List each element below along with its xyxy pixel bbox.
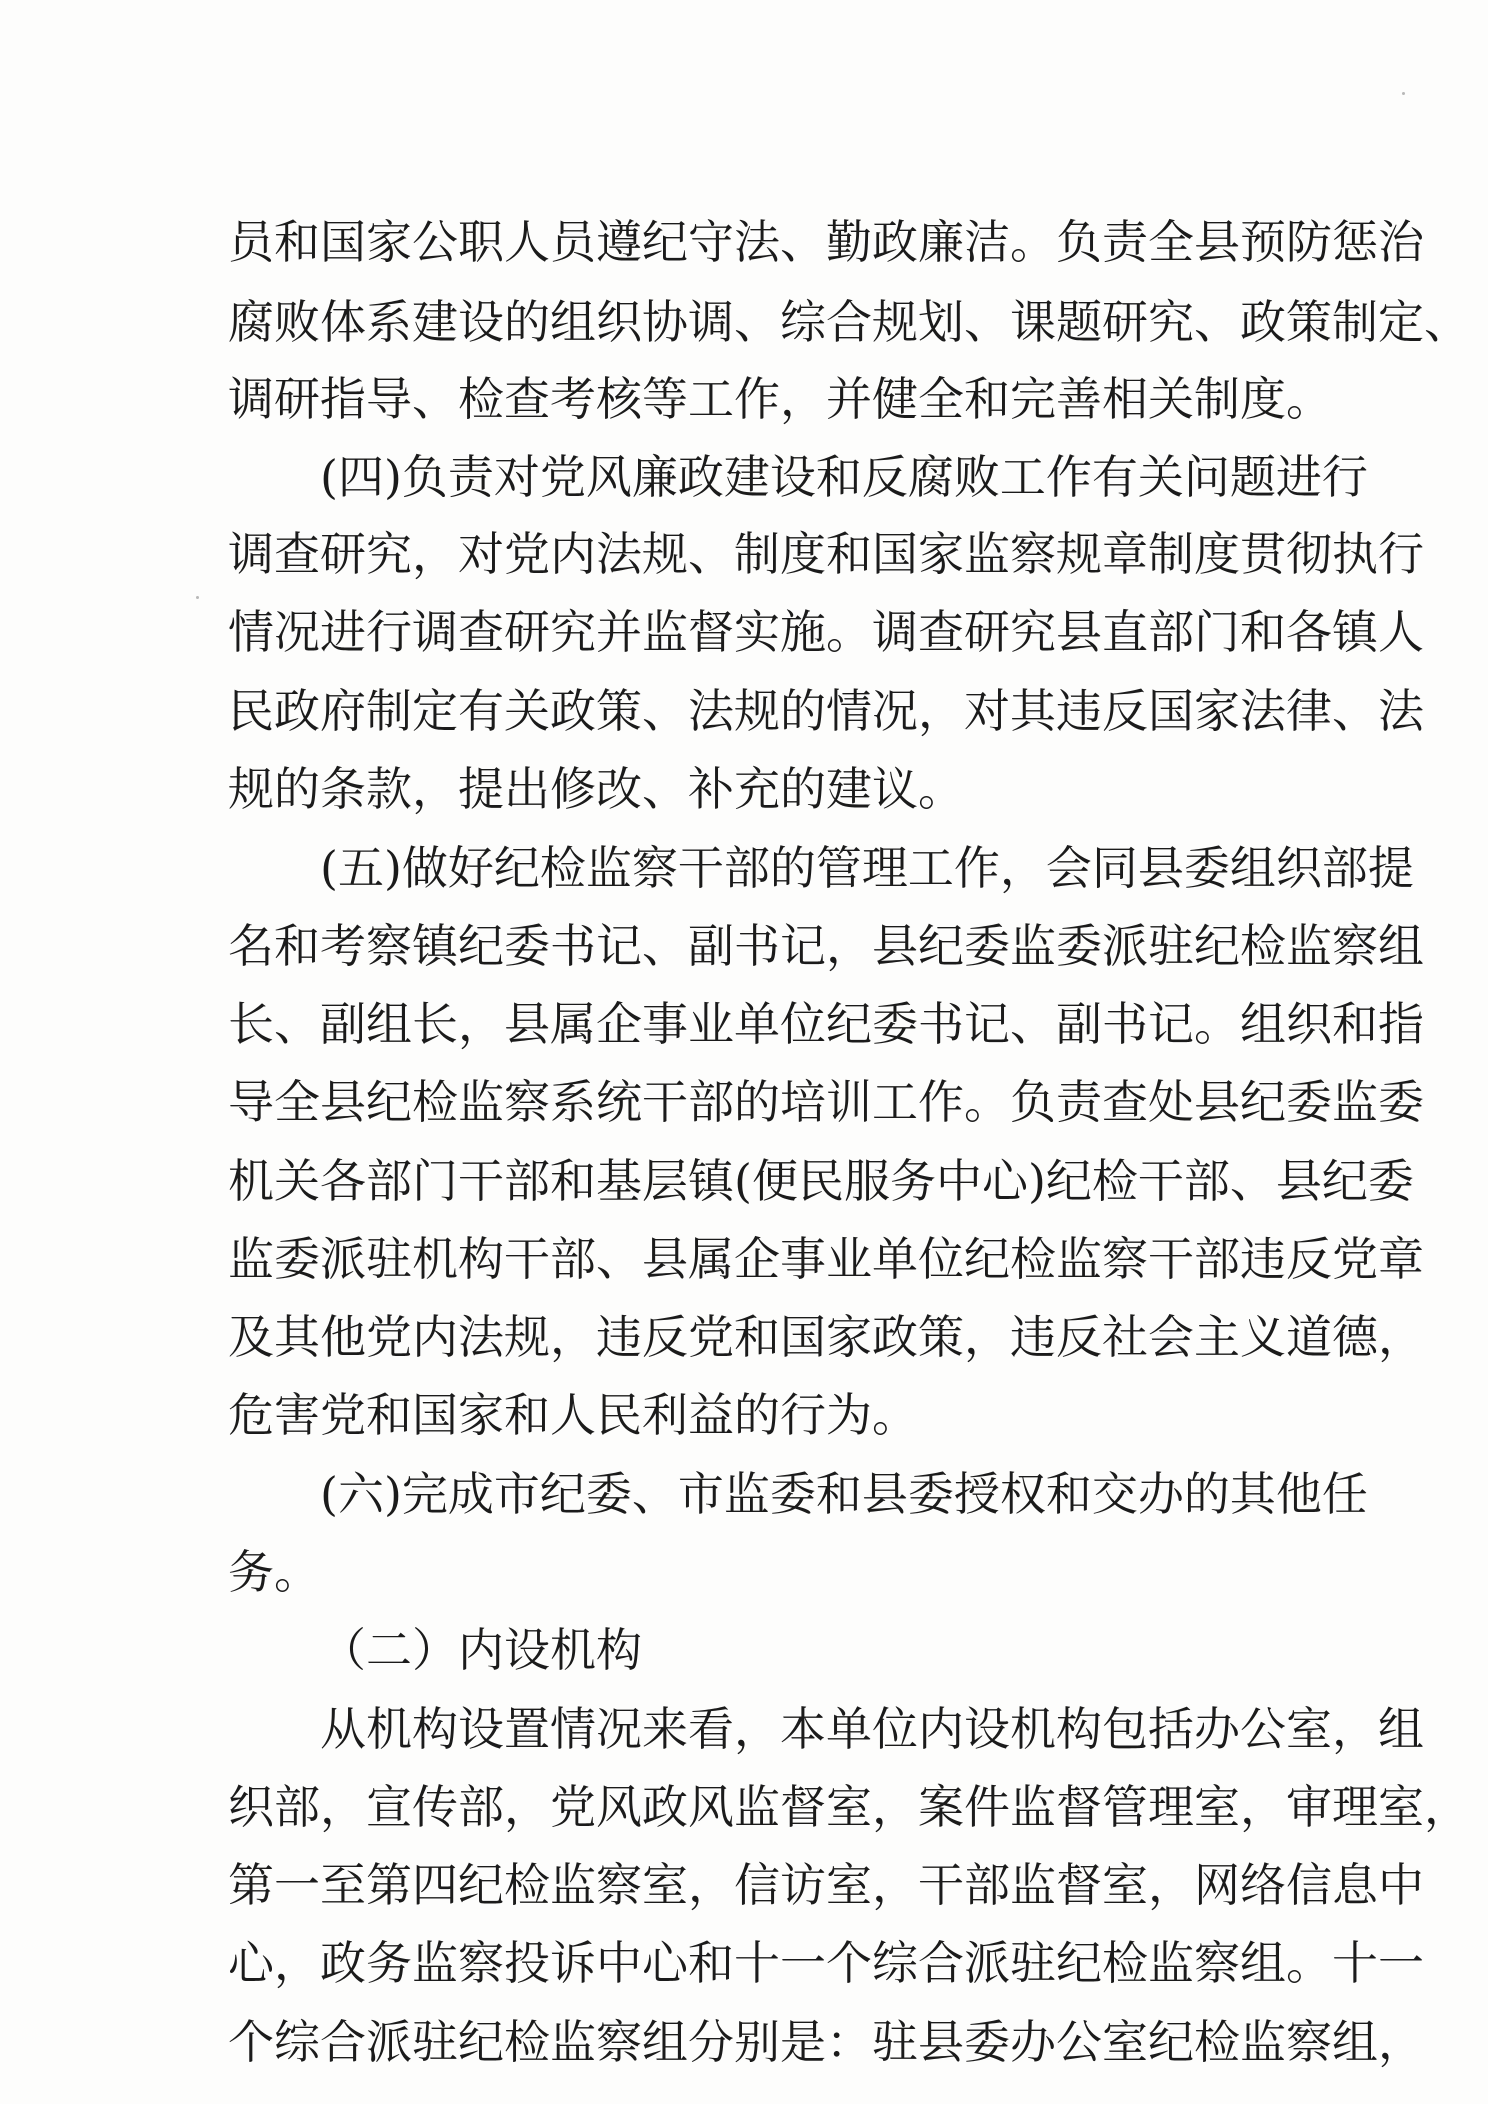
paragraph-start-line: (五)做好纪检监察干部的管理工作，会同县委组织部提 [320,841,1414,895]
body-text-line: 机关各部门干部和基层镇(便民服务中心)纪检干部、县纪委 [228,1154,1414,1208]
body-text-line: 务。 [228,1545,320,1599]
body-text-line: 心，政务监察投诉中心和十一个综合派驻纪检监察组。十一 [228,1936,1424,1990]
paragraph-start-line: (六)完成市纪委、市监委和县委授权和交办的其他任 [320,1467,1368,1521]
body-text-line: 长、副组长，县属企事业单位纪委书记、副书记。组织和指 [228,997,1424,1051]
scan-speck [196,596,199,599]
body-text-line: 民政府制定有关政策、法规的情况，对其违反国家法律、法 [228,684,1424,738]
paragraph-start-line: (四)负责对党风廉政建设和反腐败工作有关问题进行 [320,450,1368,504]
section-heading: （二）内设机构 [320,1623,642,1677]
scan-speck [1402,92,1405,95]
body-text-line: 情况进行调查研究并监督实施。调查研究县直部门和各镇人 [228,605,1424,659]
body-text-line: 及其他党内法规，违反党和国家政策，违反社会主义道德， [228,1310,1424,1364]
body-text-line: 员和国家公职人员遵纪守法、勤政廉洁。负责全县预防惩治 [228,215,1424,269]
body-text-line: 危害党和国家和人民利益的行为。 [228,1388,918,1442]
body-text-line: 规的条款，提出修改、补充的建议。 [228,762,964,816]
body-text-line: 导全县纪检监察系统干部的培训工作。负责查处县纪委监委 [228,1075,1424,1129]
body-text-line: 监委派驻机构干部、县属企事业单位纪检监察干部违反党章 [228,1232,1424,1286]
body-text-line: 第一至第四纪检监察室，信访室，干部监督室，网络信息中 [228,1858,1424,1912]
body-text-line: 织部，宣传部，党风政风监督室，案件监督管理室，审理室， [228,1780,1470,1834]
body-text-line: 名和考察镇纪委书记、副书记，县纪委监委派驻纪检监察组 [228,919,1424,973]
body-text-line: 个综合派驻纪检监察组分别是：驻县委办公室纪检监察组， [228,2015,1424,2069]
body-text-line: 调查研究，对党内法规、制度和国家监察规章制度贯彻执行 [228,527,1424,581]
paragraph-start-line: 从机构设置情况来看，本单位内设机构包括办公室，组 [320,1702,1424,1756]
body-text-line: 调研指导、检查考核等工作，并健全和完善相关制度。 [228,372,1332,426]
body-text-line: 腐败体系建设的组织协调、综合规划、课题研究、政策制定、 [228,295,1470,349]
